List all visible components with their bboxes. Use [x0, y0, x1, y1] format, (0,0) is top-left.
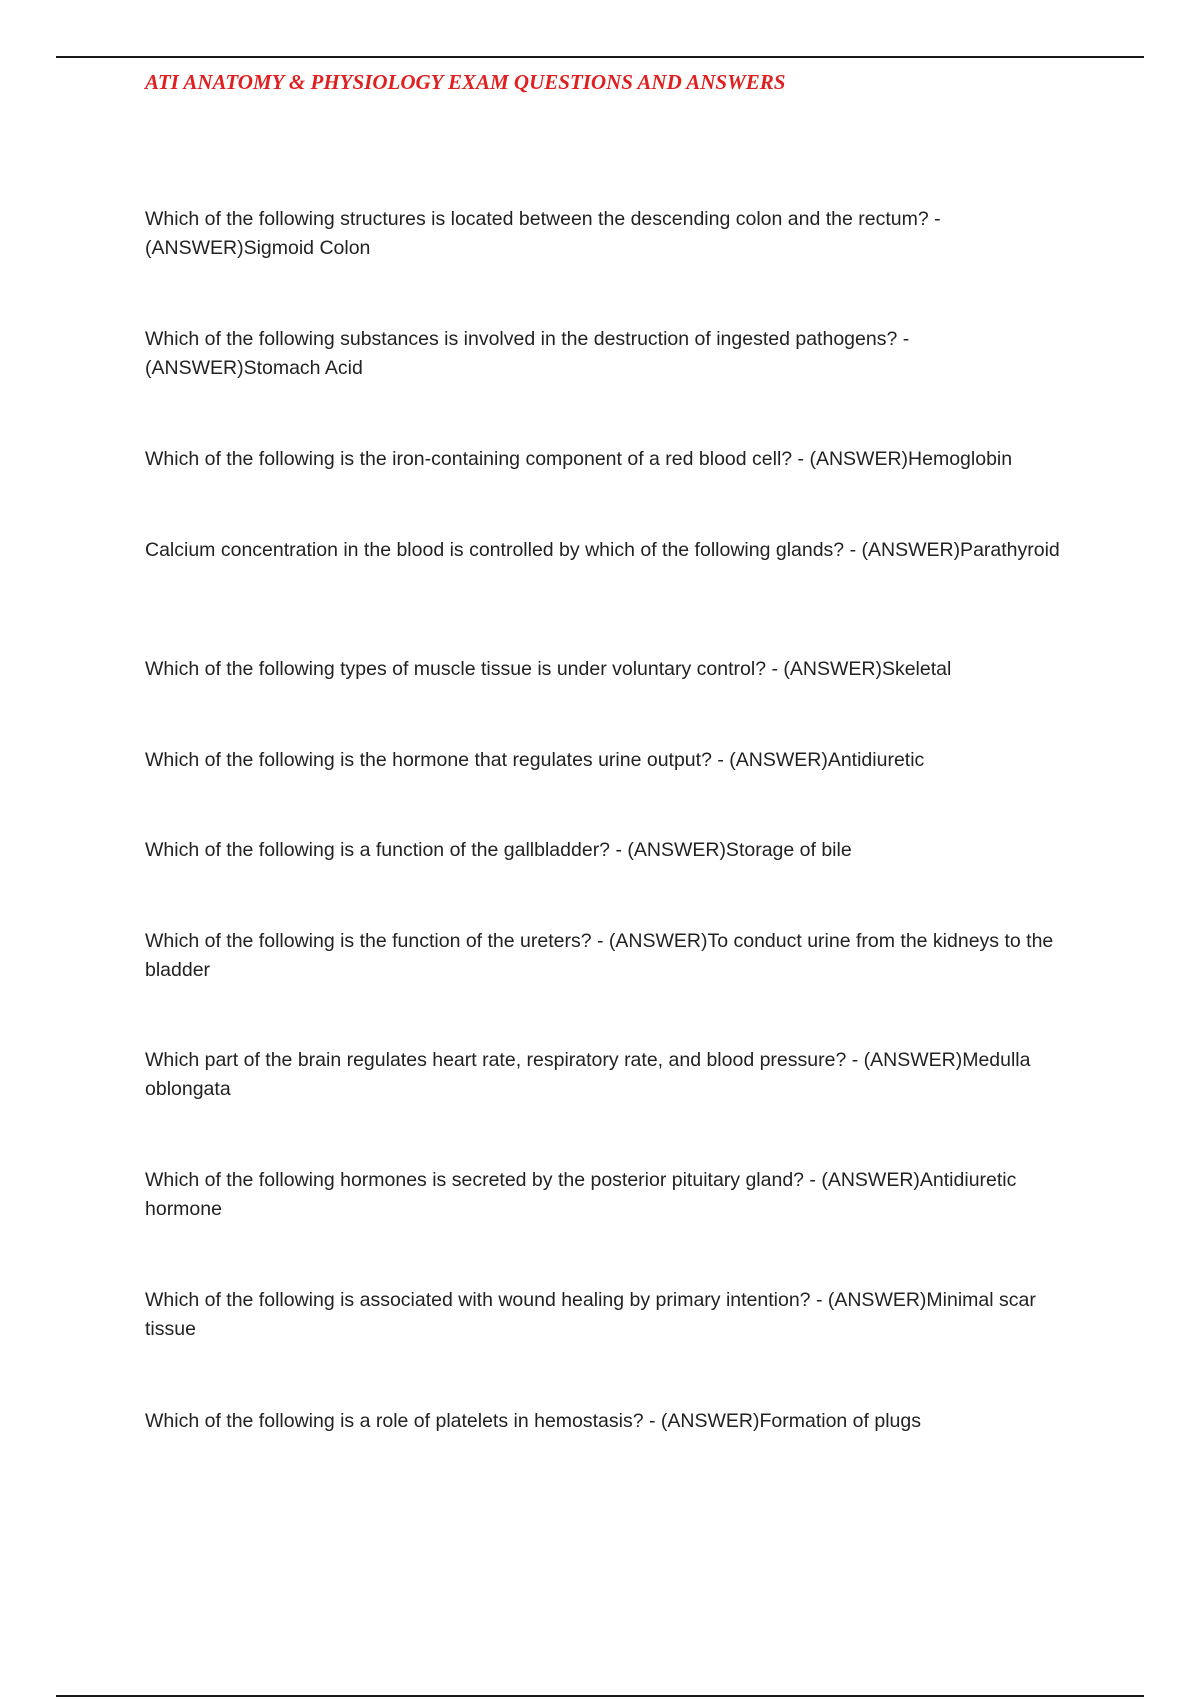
qa-item-7: Which of the following is a function of the gallbladder? - (ANSWER)Storage of bile	[145, 839, 852, 861]
qa-item-5: Which of the following types of muscle tissue is under voluntary control? - (ANSWER)Skeletal	[145, 658, 952, 680]
qa-item-12: Which of the following is a role of platelets in hemostasis? - (ANSWER)Formation of plugs	[145, 1410, 921, 1432]
document-title: ATI ANATOMY & PHYSIOLOGY EXAM QUESTIONS AND ANSWERS	[145, 70, 786, 94]
qa-item-4: Calcium concentration in the blood is controlled by which of the following glands? - (ANSWER)Parathyroid	[145, 539, 1060, 561]
qa-item-1: Which of the following structures is located between the descending colon and the rectum? - (ANSWER)Sigmoid Colon	[145, 208, 941, 259]
qa-item-11: Which of the following is associated with wound healing by primary intention? - (ANSWER)Minimal scar tissue	[145, 1289, 1036, 1340]
header-rule	[56, 56, 1144, 58]
qa-item-2: Which of the following substances is involved in the destruction of ingested pathogens? - (ANSWER)Stomach Acid	[145, 328, 910, 379]
qa-item-10: Which of the following hormones is secreted by the posterior pituitary gland? - (ANSWER)Antidiuretic hormone	[145, 1169, 1017, 1220]
qa-item-3: Which of the following is the iron-containing component of a red blood cell? - (ANSWER)Hemoglobin	[145, 448, 1013, 470]
qa-item-9: Which part of the brain regulates heart rate, respiratory rate, and blood pressure? - (ANSWER)Medulla oblongata	[145, 1049, 1031, 1100]
qa-item-6: Which of the following is the hormone that regulates urine output? - (ANSWER)Antidiuretic	[145, 749, 925, 771]
qa-item-8: Which of the following is the function of the ureters? - (ANSWER)To conduct urine from the kidneys to the bladder	[145, 930, 1054, 981]
footer-rule	[56, 1695, 1144, 1697]
